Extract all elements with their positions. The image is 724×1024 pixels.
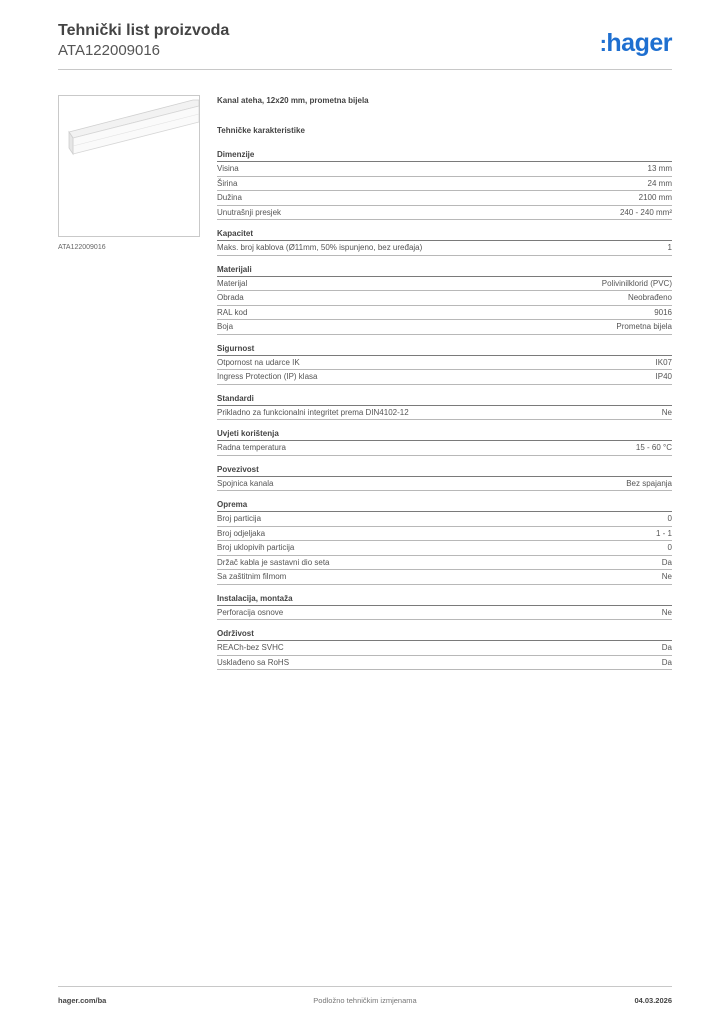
spec-value: Da — [661, 643, 672, 652]
spec-row — [217, 477, 672, 492]
footer-note: Podložno tehničkim izmjenama — [313, 996, 417, 1005]
cable-duct-icon — [59, 96, 199, 236]
spec-label: Širina — [217, 178, 238, 188]
spec-content — [217, 96, 672, 679]
logo-text: hager — [606, 29, 672, 57]
spec-section — [217, 629, 672, 670]
spec-row — [217, 206, 672, 221]
spec-value: Da — [661, 557, 672, 567]
spec-label: RAL kod — [217, 307, 248, 317]
spec-value: Prometna bijela — [616, 322, 672, 331]
spec-row — [217, 277, 672, 292]
header — [58, 22, 672, 60]
spec-label: Držač kabla je sastavni dio seta — [217, 557, 330, 567]
spec-row — [217, 641, 672, 656]
spec-value: 0 — [667, 543, 672, 552]
spec-label: Broj particija — [217, 514, 262, 523]
spec-label: Prikladno za funkcionalni integritet prema DIN4102-12 — [217, 407, 409, 417]
specs-heading: Tehničke karakteristike — [217, 126, 305, 135]
spec-row — [217, 541, 672, 556]
spec-section — [217, 500, 672, 585]
spec-value: Polivinilklorid (PVC) — [601, 278, 672, 288]
spec-value: Bez spajanja — [626, 478, 672, 488]
spec-row — [217, 570, 672, 585]
spec-row — [217, 512, 672, 527]
spec-value: Neobrađeno — [627, 293, 672, 302]
spec-row — [217, 356, 672, 371]
section-title: Održivost — [217, 629, 672, 641]
spec-label: Broj odjeljaka — [217, 528, 266, 538]
section-title: Povezivost — [217, 465, 672, 477]
section-title: Kapacitet — [217, 229, 672, 241]
spec-value: 9016 — [654, 307, 672, 317]
doc-subtitle: ATA122009016 — [58, 42, 161, 59]
spec-label: Usklađeno sa RoHS — [217, 657, 290, 667]
spec-label: Unutrašnji presjek — [217, 207, 282, 217]
spec-value: 15 - 60 °C — [635, 443, 672, 452]
spec-label: Ingress Protection (IP) klasa — [217, 372, 318, 381]
spec-section — [217, 150, 672, 220]
spec-label: Sa zaštitnim filmom — [217, 572, 287, 581]
spec-value: Ne — [661, 407, 672, 417]
spec-row — [217, 241, 672, 256]
section-title: Uvjeti korištenja — [217, 429, 672, 441]
spec-value: 2100 mm — [638, 193, 672, 202]
spec-row — [217, 306, 672, 321]
spec-label: REACh-bez SVHC — [217, 643, 284, 652]
spec-row — [217, 320, 672, 335]
spec-sections — [217, 150, 672, 670]
spec-section — [217, 265, 672, 335]
footer-website[interactable]: hager.com/ba — [58, 996, 107, 1005]
spec-section — [217, 344, 672, 385]
spec-label: Visina — [217, 164, 239, 173]
spec-value: 0 — [667, 514, 672, 523]
section-title: Oprema — [217, 500, 672, 512]
spec-row — [217, 656, 672, 671]
section-title: Sigurnost — [217, 344, 672, 356]
spec-label: Obrada — [217, 293, 244, 302]
spec-label: Maks. broj kablova (Ø11mm, 50% ispunjeno, bez uređaja) — [217, 243, 423, 252]
footer-divider — [58, 986, 672, 987]
spec-value: Ne — [661, 607, 672, 617]
spec-label: Broj uklopivih particija — [217, 543, 295, 552]
product-title: Kanal ateha, 12x20 mm, prometna bijela — [217, 96, 369, 105]
spec-label: Dužina — [217, 193, 242, 202]
spec-label: Perforacija osnove — [217, 607, 284, 617]
spec-row — [217, 527, 672, 542]
spec-label: Otpornost na udarce IK — [217, 357, 300, 367]
spec-value: 1 — [667, 243, 672, 252]
section-title: Instalacija, montaža — [217, 594, 672, 606]
spec-row — [217, 370, 672, 385]
spec-value: IP40 — [655, 372, 672, 381]
spec-label: Radna temperatura — [217, 443, 286, 452]
spec-label: Boja — [217, 322, 234, 331]
spec-row — [217, 606, 672, 621]
spec-section — [217, 429, 672, 456]
hager-logo[interactable] — [600, 30, 672, 57]
spec-row — [217, 556, 672, 571]
spec-value: 24 mm — [647, 178, 672, 188]
header-divider — [58, 69, 672, 70]
spec-label: Spojnica kanala — [217, 478, 274, 488]
section-title: Standardi — [217, 394, 672, 406]
spec-row — [217, 406, 672, 421]
spec-row — [217, 177, 672, 192]
spec-row — [217, 441, 672, 456]
spec-section — [217, 394, 672, 421]
spec-section — [217, 594, 672, 621]
footer-date: 04.03.2026 — [634, 996, 672, 1005]
spec-value: Da — [661, 657, 672, 667]
spec-value: 240 - 240 mm² — [619, 207, 672, 217]
spec-row — [217, 291, 672, 306]
spec-value: IK07 — [655, 357, 672, 367]
section-title: Materijali — [217, 265, 672, 277]
image-caption: ATA122009016 — [58, 244, 106, 251]
logo-dots-icon: : — [599, 31, 607, 56]
spec-value: Ne — [661, 572, 672, 581]
spec-section — [217, 229, 672, 256]
doc-title: Tehnički list proizvoda — [58, 22, 230, 39]
spec-label: Materijal — [217, 278, 248, 288]
spec-row — [217, 191, 672, 206]
spec-section — [217, 465, 672, 492]
spec-row — [217, 162, 672, 177]
section-title: Dimenzije — [217, 150, 672, 162]
product-image — [58, 95, 200, 237]
spec-value: 1 - 1 — [655, 528, 672, 538]
spec-value: 13 mm — [647, 164, 672, 173]
